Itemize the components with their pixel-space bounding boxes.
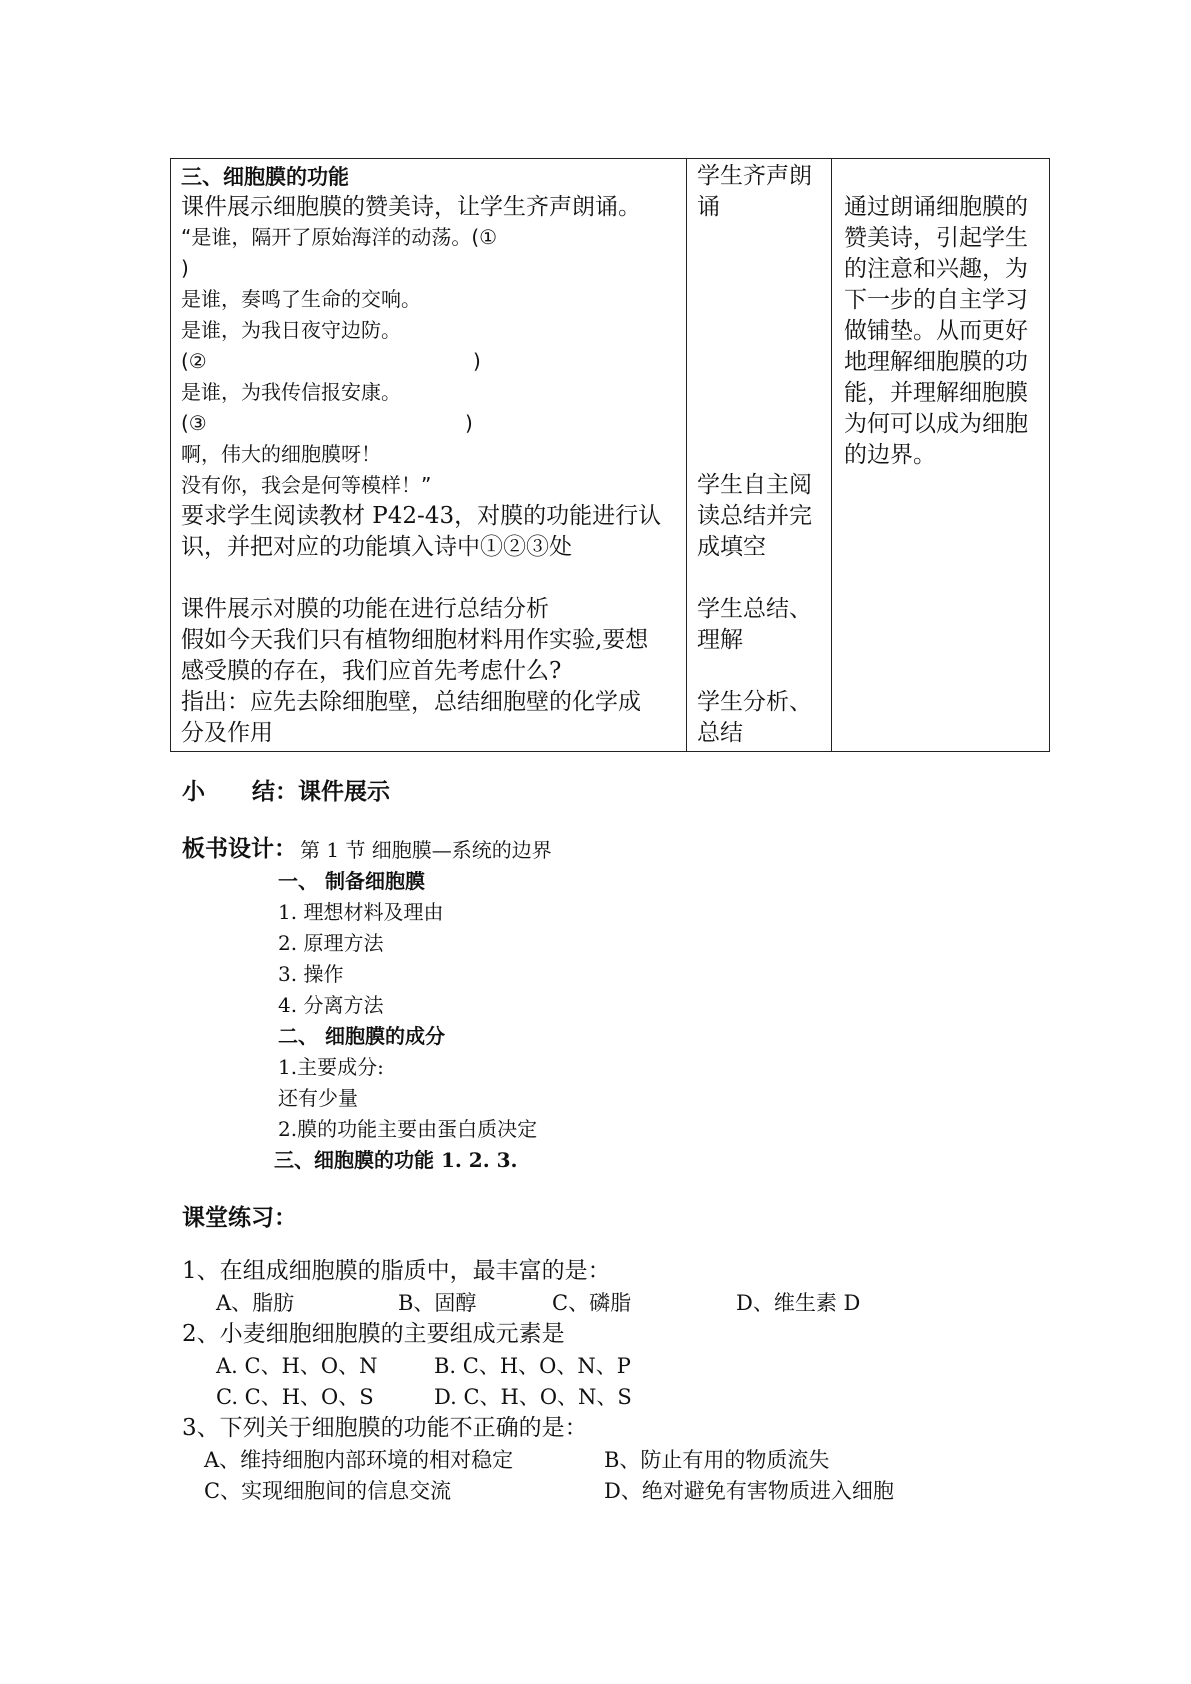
table-line: 课件展示对膜的功能在进行总结分析 [181, 596, 549, 622]
q2-option-b: B. C、H、O、N、P [434, 1354, 631, 1378]
question-2: 2、小麦细胞细胞膜的主要组成元素是 [182, 1321, 565, 1347]
table-line: 读总结并完 [697, 503, 812, 529]
table-line: 做铺垫。从而更好 [844, 318, 1028, 344]
board-item: 2.膜的功能主要由蛋白质决定 [278, 1117, 538, 1141]
board-section-2: 二、 细胞膜的成分 [278, 1024, 445, 1048]
table-line: 地理解细胞膜的功 [844, 349, 1028, 375]
table-line: 的边界。 [844, 442, 936, 468]
teacher-activity-column [171, 159, 687, 751]
summary-label-a: 小 [182, 778, 205, 805]
poem-line: 没有你，我会是何等模样！” [181, 473, 432, 497]
poem-line: ) [181, 256, 189, 280]
table-line: 总结 [697, 720, 743, 746]
table-line: 学生齐声朗 [697, 163, 812, 189]
poem-line: “是谁，隔开了原始海洋的动荡。(① [181, 225, 498, 249]
question-3: 3、下列关于细胞膜的功能不正确的是： [182, 1415, 588, 1441]
poem-line: 是谁，奏鸣了生命的交响。 [181, 287, 421, 311]
q1-option-c: C、磷脂 [552, 1291, 632, 1315]
poem-blank-open: (③ [181, 411, 207, 435]
table-line: 学生分析、 [697, 689, 812, 715]
q2-option-c: C. C、H、O、S [216, 1385, 374, 1409]
q2-option-d: D. C、H、O、N、S [434, 1385, 632, 1409]
student-activity-column [687, 159, 832, 751]
q3-option-d: D、绝对避免有害物质进入细胞 [604, 1479, 894, 1503]
poem-line: 是谁，为我传信报安康。 [181, 380, 401, 404]
q2-option-a: A. C、H、O、N [216, 1354, 378, 1378]
table-line: 感受膜的存在，我们应首先考虑什么? [181, 658, 562, 684]
section-heading: 三、细胞膜的功能 [181, 165, 349, 189]
exercise-label: 课堂练习： [182, 1204, 297, 1231]
board-section-3: 三、细胞膜的功能 1. 2. 3. [274, 1148, 518, 1172]
table-line: 分及作用 [181, 720, 273, 746]
board-item: 3. 操作 [278, 962, 344, 986]
table-line: 为何可以成为细胞 [844, 411, 1028, 437]
table-line: 赞美诗，引起学生 [844, 225, 1028, 251]
poem-line: 是谁，为我日夜守边防。 [181, 318, 401, 342]
table-line: 课件展示细胞膜的赞美诗，让学生齐声朗诵。 [181, 194, 641, 220]
table-line: 诵 [697, 194, 720, 220]
table-line: 下一步的自主学习 [844, 287, 1028, 313]
table-line: 假如今天我们只有植物细胞材料用作实验,要想 [181, 627, 649, 653]
q3-option-b: B、防止有用的物质流失 [604, 1448, 830, 1472]
table-line: 学生总结、 [697, 596, 812, 622]
poem-blank-close: ) [473, 349, 481, 373]
board-item: 还有少量 [278, 1086, 358, 1110]
summary-label-b: 结：课件展示 [252, 778, 390, 805]
board-title: 第 1 节 细胞膜—系统的边界 [300, 838, 552, 862]
lesson-table [170, 158, 1050, 752]
table-line: 要求学生阅读教材 P42-43，对膜的功能进行认 [181, 503, 662, 529]
design-intent-column [832, 159, 1049, 751]
q1-option-d: D、维生素 D [736, 1291, 861, 1315]
q1-option-a: A、脂肪 [216, 1291, 295, 1315]
table-line: 通过朗诵细胞膜的 [844, 194, 1028, 220]
poem-line: 啊，伟大的细胞膜呀！ [181, 442, 381, 466]
table-line: 识，并把对应的功能填入诗中①②③处 [181, 534, 572, 560]
board-item: 1. 理想材料及理由 [278, 900, 444, 924]
board-section-1: 一、 制备细胞膜 [278, 869, 425, 893]
table-line: 理解 [697, 627, 743, 653]
board-item: 1.主要成分: [278, 1055, 384, 1079]
question-1: 1、在组成细胞膜的脂质中，最丰富的是： [182, 1258, 611, 1284]
table-line: 指出：应先去除细胞壁，总结细胞壁的化学成 [181, 689, 641, 715]
poem-blank-close: ) [465, 411, 473, 435]
board-item: 2. 原理方法 [278, 931, 384, 955]
table-line: 能，并理解细胞膜 [844, 380, 1028, 406]
board-item: 4. 分离方法 [278, 993, 384, 1017]
table-line: 的注意和兴趣，为 [844, 256, 1028, 282]
q3-option-c: C、实现细胞间的信息交流 [204, 1479, 452, 1503]
board-design-label: 板书设计： [182, 835, 297, 862]
poem-blank-open: (② [181, 349, 207, 373]
q3-option-a: A、维持细胞内部环境的相对稳定 [204, 1448, 514, 1472]
q1-option-b: B、固醇 [398, 1291, 477, 1315]
table-line: 成填空 [697, 534, 766, 560]
table-line: 学生自主阅 [697, 472, 812, 498]
